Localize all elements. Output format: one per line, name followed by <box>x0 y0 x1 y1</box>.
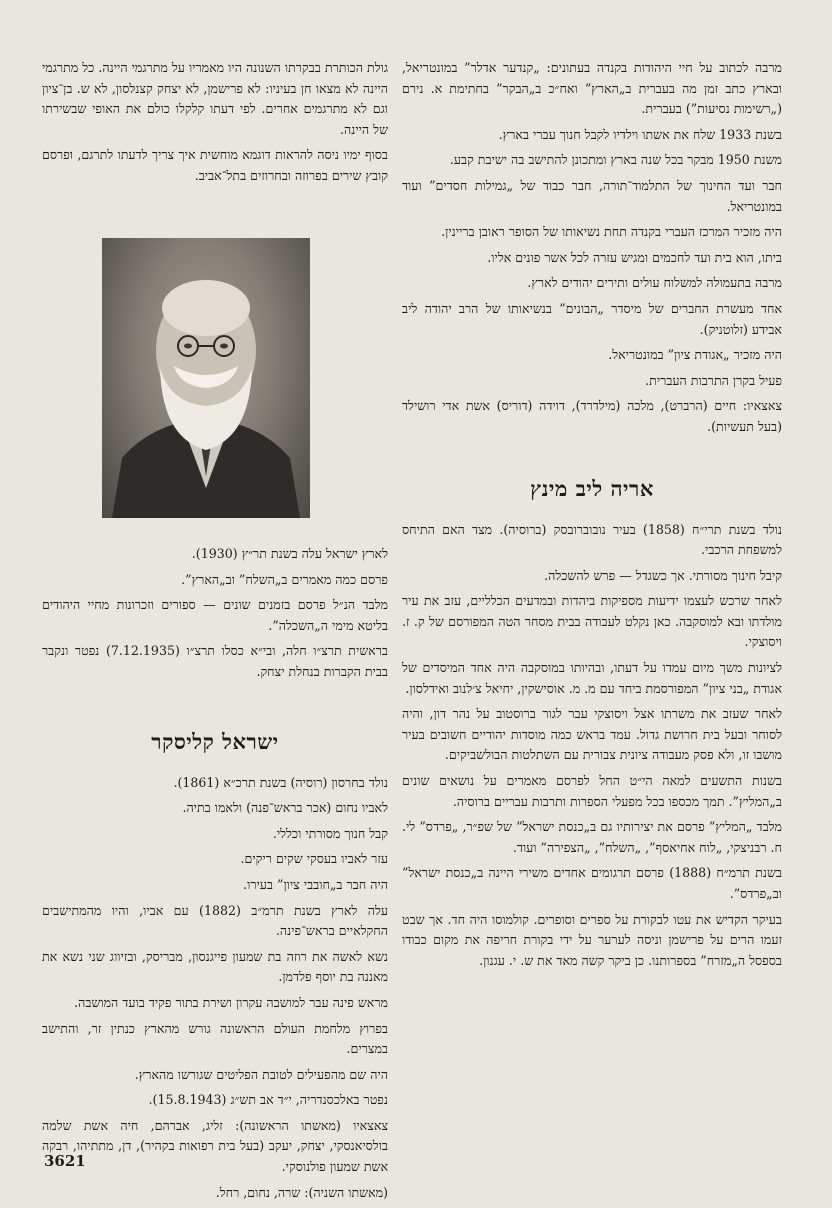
paragraph: מלבד הנ״ל פרסם בזמנים שונים — ספורים וזכרונות מחיי היהודים בליטא מימי ה„השכלה”. <box>42 597 388 633</box>
paragraph: לאביו נחום (אכר בראש־פנה) ולאמו בתיה. <box>182 800 388 816</box>
paragraph: בסוף ימיו ניסה להראות דוגמא מוחשית איך צריך לדעתו לתרגם, ופרסם קובץ שירים בפרוזה ובחרוזים בתל־אביב. <box>42 147 388 183</box>
paragraph: ביתו, הוא בית ועד לחכמים ומגיש עזרה לכל אשר פונים אליו. <box>487 249 782 265</box>
right-column <box>402 58 782 976</box>
paragraph: בעיקר הקדיש את עטו לבקורת על ספרים וסופרים. קולמוסו היה חד. אך שבט זעמו הרים על פרישמן וניסה לערער על ידי בקורת חריפה את מקום כבודו בספסל ה„מזרח” בספרותנו. כן ביקר קשה מאד את ש. י. עגנון. <box>402 911 782 968</box>
paragraph: לארץ ישראל עלה בשנת תר״ץ (1930). <box>191 546 388 561</box>
paragraph: (מאשתו השניה): שרה, נחום, רחל. <box>215 1184 388 1200</box>
paragraph: משנת 1950 מבקר בכל שנה בארץ ומתכונן להתישב בה ישיבת קבע. <box>449 152 782 168</box>
paragraph: נולד בחרסון (רוסיה) בשנת תרכ״א (1861). <box>173 774 388 790</box>
paragraph: לציונות משך מיום עמדו על דעתו, ובהיותו במוסקבה היה אחד המיסדים של אגודת „בני ציון” המפורסמת ביחד עם מ. מ. אוסישקין, יחיאל צ׳לנוב ואידלסון. <box>402 660 782 696</box>
portrait-photo <box>102 238 310 518</box>
paragraph: צאצאיו (מאשתו הראשונה): זליג, אברהם, חיה אשת שלמה בולסיאנסקי, יצחק, יעקב (בעל בית רפואות בקהיר), דן, מתתיהו, רבקה אשת שמעון פולנוסקי. <box>42 1117 388 1175</box>
paragraph: בפרוץ מלחמת העולם הראשונה גורש מהארץ כנתין זר, והתישב במצרים. <box>42 1020 388 1057</box>
paragraph: היה חבר ב„חובבי ציון” בעירו. <box>243 876 388 892</box>
paragraph: לאחר שרכש לעצמו ידיעות מספיקות ביהדות ובמדעים הכלליים, עזב את עיר מולדתו ובא למוסקבה. כאן נקלט לעבודה בבית מסחר הטה המפורסם של ק. ז. ויסוצקי. <box>402 593 782 650</box>
section-heading-israel-kalisker: ישראל קליסקר <box>151 728 279 754</box>
paragraph: בשנות התשעים למאה הי״ט החל לפרסם מאמרים על נושאים שונים ב„המליץ”. תמך מכספו בכל מפעלי הספרות ותרבות עבריים ברוסיה. <box>402 773 782 809</box>
paragraph: בשנת תרמ״ח (1888) פרסם תרגומים אחדים משירי היינה ב„כנסת ישראל” וב„פרדס”. <box>402 865 782 901</box>
paragraph: צאצאיו: חיים (הרברט), מלכה (מילדרד), דוידה (דוריס) אשת אדי רושילד (בעל תעשיות). <box>402 398 782 434</box>
left-column <box>42 58 388 192</box>
portrait-figure-icon <box>102 238 310 518</box>
left-column-lower <box>42 544 388 1208</box>
paragraph: היה מזכיר המרכז העברי בקנדה תחת נשיאותו של הסופר ראובן בריינין. <box>441 224 782 240</box>
paragraph: נולד בשנת תרי״ח (1858) בעיר נובוברובסק (ברוסיה). מצד האם התיחס למשפחת הרכבי. <box>402 521 782 558</box>
paragraph: עזר לאביו בעסקי שקים ריקים. <box>240 851 388 867</box>
paragraph: היה שם מהפעילים לטובת הפליטים שגורשו מהארץ. <box>134 1066 388 1082</box>
paragraph: בראשית תרצ״ו חלה, ובי״א כסלו תרצ״ו (7.12.1935) נפטר ונקבר בבית הקברות בנחלת יצחק. <box>42 643 388 679</box>
paragraph: קבל חנוך מסורתי וכללי. <box>272 825 388 841</box>
section-heading-aryeh-leib-mintz: אריה ליב מינץ <box>530 475 654 501</box>
paragraph: מראש פינה עבר למושבה עקרון ושירת בתור פקיד בועד המושבה. <box>74 994 388 1010</box>
paragraph: מרבה בתעמולה למשלוח עולים ותירים יהודים לארץ. <box>527 275 782 291</box>
paragraph: עלה לארץ בשנת תרמ״ב (1882) עם אביו, והיו מהמתישבים החקלאיים בראש־פינה. <box>42 902 388 939</box>
paragraph: מלבד „המליץ” פרסם את יצירותיו גם ב„כנסת ישראל” של שפ״ר, „פרדס” לי. ח. רבניצקי, „לוח אחיאסף”, „השלח”, „הצפירה” ועוד. <box>402 819 782 855</box>
paragraph: נשא לאשה את רוזה בת שמעון פייגנסון, מבריסק, ובזיווג שני נשא את מאננה בת יוסף פלדמן. <box>42 948 388 985</box>
paragraph: פעיל בקרן התרבות העברית. <box>645 372 782 388</box>
paragraph: אחד מעשרת החברים של מיסדר „הבונים” בנשיאותו של הרב יהודה ליב אבידע (זלוטניק). <box>402 300 782 337</box>
page-number: 3621 <box>44 1152 86 1170</box>
paragraph: לאחר שעזב את משרתו אצל ויסוצקי עבר לגור ברוסטוב על נהר דון, והיה לסוחר ובעל בית חרושת גדול. עמד בראש כמה מוסדות יהודיים חשובים בעיר מושבו זו, ולא פסק מעבודה ציונית צבורית עם השתלטות הבולשביקים. <box>402 706 782 763</box>
paragraph: בשנת 1933 שלח את אשתו וילדיו לקבל חנוך עברי בארץ. <box>498 126 782 142</box>
paragraph: קיבל חינוך מסורתי. אך כשגדל — פרש להשכלה. <box>544 567 782 583</box>
paragraph: גולת הכותרת בבקרתו השנונה היו מאמריו על מתרגמי היינה. כל מתרגמי היינה לא מצאו חן בעיניו: לא פרישמן, לא יצחק קצנלסון, לא ש. בן־ציון וגם לא מתרגמים אחרים. לפי דעתו קלקלו כולם את האופי שבשירתו של היינה. <box>42 60 389 137</box>
paragraph: מרבה לכתוב על חיי היהודות בקנדה בעתונים: „קנדער אדלר” במונטריאל, ובארץ כתב זמן מה בעברית ב„הארץ” ואח״כ ב„הבקר” בחתימת א. נירם („רשימות נסיעות”) בעברית. <box>402 60 782 117</box>
paragraph: נפטר באלכסנדריה, י״ד אב תש״ג (15.8.1943). <box>148 1092 388 1108</box>
paragraph: היה מזכיר „אגודת ציון” במונטריאל. <box>608 347 782 363</box>
paragraph: פרסם כמה מאמרים ב„השלח” וב„הארץ”. <box>181 571 388 587</box>
paragraph: חבר ועד החינוך של התלמוד־תורה, חבר כבוד של „גמילות חסדים” ועוד במונטריאל. <box>402 177 782 214</box>
